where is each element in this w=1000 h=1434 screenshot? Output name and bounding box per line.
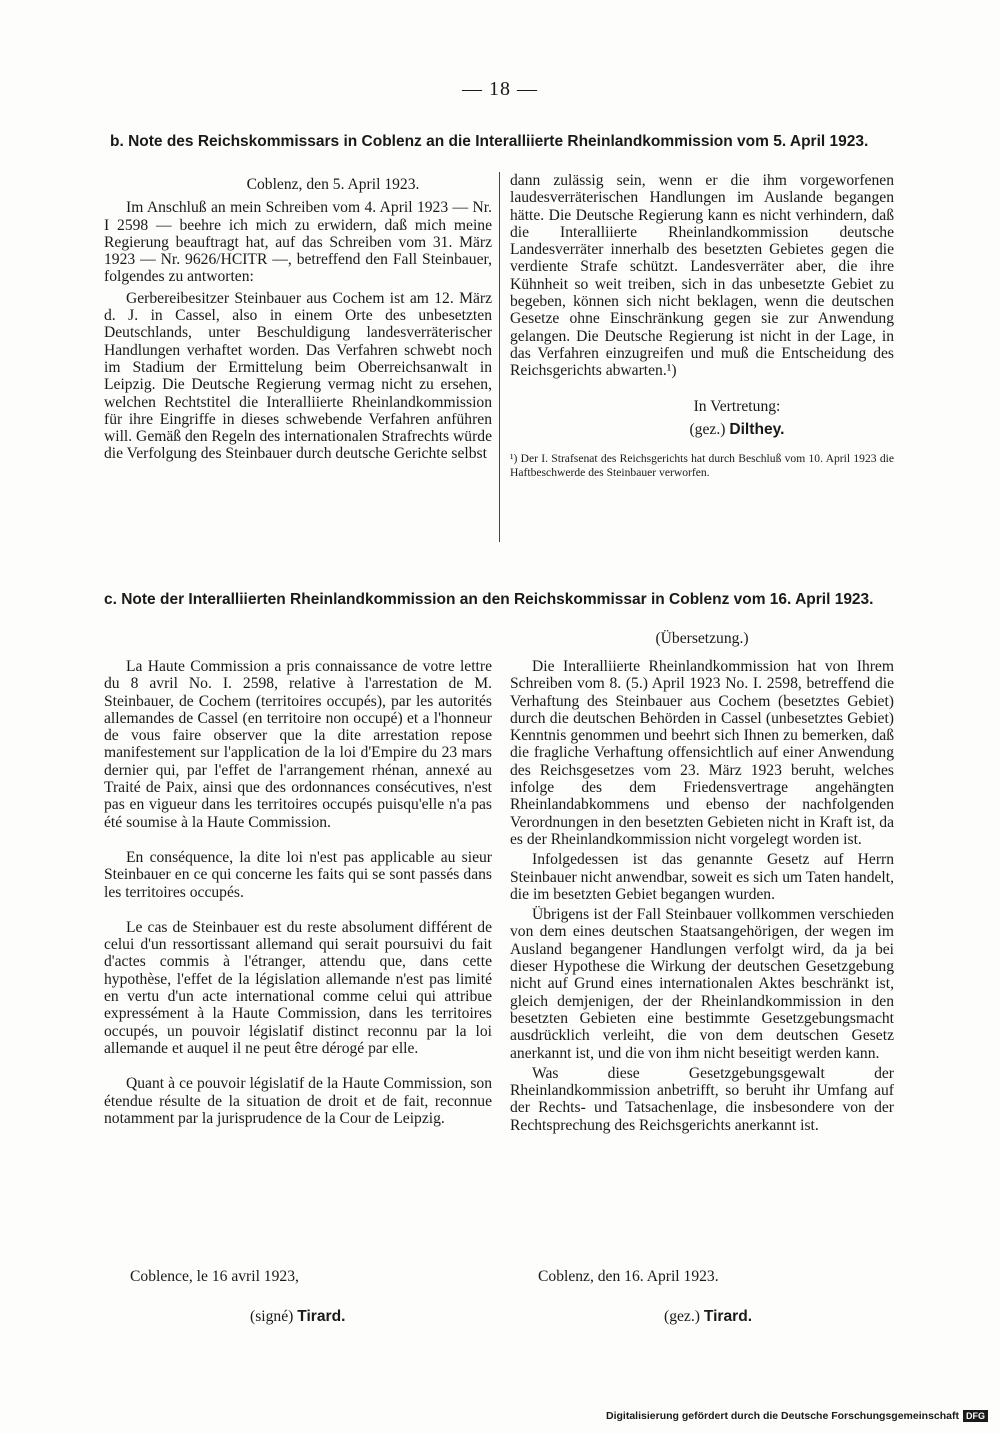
section-c-heading: c. Note der Interalliierten Rheinlandkommission an den Reichskommissar in Coblenz vom 16. April 1923. bbox=[104, 591, 874, 608]
column-divider bbox=[499, 172, 500, 542]
german-paragraph: Infolgedessen ist das genannte Gesetz auf Herrn Steinbauer nicht anwendbar, soweit es sich um Taten handelt, die im besetzten Gebiet begangen wurden. bbox=[510, 851, 894, 903]
french-paragraph: Quant à ce pouvoir législatif de la Haute Commission, son étendue résulte de la situation de droit et de fait, reconnue notamment par la jurisprudence de la Cour de Leipzig. bbox=[104, 1075, 492, 1127]
section-b-signature bbox=[510, 421, 894, 438]
footer-text: Digitalisierung gefördert durch die Deutsche Forschungsgemeinschaft bbox=[606, 1410, 959, 1422]
section-b-paragraph: Im Anschluß an mein Schreiben vom 4. April 1923 — Nr. I 2598 — beehre ich mich zu erwidern, daß mich meine Regierung beauftragt hat, auf das Schreiben vom 31. März 1923 — Nr. 9626/HCITR —, betreffend den Fall Steinbauer, folgendes zu antworten: bbox=[104, 199, 492, 286]
section-b-continuation: dann zulässig sein, wenn er die ihm vorgeworfenen laudesverräterischen Handlungen im Auslande begangen hätte. Die Deutsche Regierung kann es nicht verhindern, daß die Interalliierte Rheinlandkommission deutsche Landesverräter innerhalb des besetzten Gebietes gegen die verdiente Strafe schützt. Landesverräter aber, die ihre Kühnheit so weit treiben, sich in das unbesetzte Gebiet zu begeben, können sich nicht beklagen, wenn die deutschen Gesetze ohne Einschränkung gegen sie zur Anwendung gelangen. Die Deutsche Regierung ist nicht in der Lage, in das Verfahren einzugreifen und muß die Entscheidung des Reichsgerichts abwarten.¹) bbox=[510, 172, 894, 380]
german-column bbox=[510, 658, 894, 1134]
french-dateline: Coblence, le 16 avril 1923, bbox=[130, 1268, 299, 1285]
french-signature bbox=[250, 1308, 345, 1326]
french-paragraph: La Haute Commission a pris connaissance de votre lettre du 8 avril No. I. 2598, relative à l'arrestation de M. Steinbauer, de Cochem (territoires occupés), par les autorités allemandes de Cassel (en territoire non occupé) et a l'honneur de vous faire observer que la dite arrestation repose manifestement sur l'application de la loi d'Empire du 23 mars dernier qui, par l'effet de l'arrangement rhénan, annexé au Traité de Paix, ainsi que des ordonnances consécutives, n'est pas en vigueur dans les territoires occupés puisqu'elle n'a pas été soumise à la Haute Commission. bbox=[104, 658, 492, 831]
section-b-right-column bbox=[510, 172, 894, 480]
german-signature bbox=[664, 1308, 752, 1326]
french-paragraph: En conséquence, la dite loi n'est pas applicable au sieur Steinbauer en ce qui concerne les faits qui se sont passés dans les territoires occupés. bbox=[104, 848, 492, 901]
signature-prefix: (gez.) bbox=[664, 1308, 700, 1325]
section-b-heading: b. Note des Reichskommissars in Coblenz an die Interalliierte Rheinlandkommission vom 5. April 1923. bbox=[110, 133, 869, 150]
german-paragraph: Was diese Gesetzgebungsgewalt der Rheinlandkommission anbetrifft, so beruht ihr Umfang auf der Rechts- und Tatsachenlage, die insbesondere von der Rechtsprechung des Reichsgerichts anerkannt ist. bbox=[510, 1064, 894, 1134]
translation-label: (Übersetzung.) bbox=[655, 630, 749, 647]
signature-name: Dilthey. bbox=[729, 420, 785, 438]
german-paragraph: Die Interalliierte Rheinlandkommission hat von Ihrem Schreiben vom 8. (5.) April 1923 No. I. 2598, betreffend die Verhaftung des Steinbauer aus Cochem (besetztes Gebiet) durch die deutschen Behörden in Cassel (unbesetztes Gebiet) Kenntnis genommen und beehrt sich Ihnen zu bemerken, daß die fragliche Verhaftung offensichtlich auf einer Anwendung des Reichsgesetzes vom 23. März 1923 beruht, welches infolge des dem Friedensvertrage angehängten Rheinlandabkommens und ebenso der nachfolgenden Verordnungen in den besetzten Gebieten nicht in Kraft ist, da es der Rheinlandkommission nicht vorgelegt worden ist. bbox=[510, 658, 894, 848]
signature-name: Tirard. bbox=[703, 1308, 753, 1325]
section-b-closing: In Vertretung: bbox=[693, 397, 781, 415]
page-number: — 18 — bbox=[462, 78, 538, 100]
section-b-dateline: Coblenz, den 5. April 1923. bbox=[246, 176, 420, 193]
signature-prefix: (signé) bbox=[250, 1308, 294, 1325]
dfg-logo: DFG bbox=[963, 1410, 988, 1422]
signature-prefix: (gez.) bbox=[689, 420, 726, 438]
footnote: ¹) Der I. Strafsenat des Reichsgerichts hat durch Beschluß vom 10. April 1923 die Haftbeschwerde des Steinbauer verworfen. bbox=[510, 452, 894, 480]
section-b-left-column bbox=[104, 176, 492, 463]
french-paragraph: Le cas de Steinbauer est du reste absolument différent de celui d'un ressortissant allemand qui serait poursuivi du fait d'actes commis à l'étranger, attendu que, dans cette hypothèse, l'effet de la législation allemande n'est pas limité en vertu d'un acte international comme celui qui attribue expressément à la Haute Commission, dans les territoires occupés, un pouvoir législatif distinct reconnu par la loi allemande et auquel il ne peut être dérogé par elle. bbox=[104, 918, 492, 1057]
french-column bbox=[104, 658, 492, 1127]
german-dateline: Coblenz, den 16. April 1923. bbox=[538, 1268, 719, 1285]
german-paragraph: Übrigens ist der Fall Steinbauer vollkommen verschieden von dem eines deutschen Staatsangehörigen, der wegen im Ausland begangener Handlungen verfolgt wird, da ja bei dieser Hypothese die Wirkung der deutschen Gesetzgebung nicht auf Grund eines internationalen Aktes beschränkt ist, gleich demjenigen, der der Rheinlandkommission in den besetzten Gebieten eine bestimmte Gesetzgebungsmacht ausdrücklich verleiht, die von dem deutschen Gesetz anerkannt ist, und die von ihm nicht beseitigt werden kann. bbox=[510, 906, 894, 1062]
section-b-paragraph: Gerbereibesitzer Steinbauer aus Cochem ist am 12. März d. J. in Cassel, also in einem Orte des unbesetzten Deutschlands, unter Beschuldigung landesverräterischer Handlungen verhaftet worden. Das Verfahren schwebt noch im Stadium der Ermittelung beim Oberreichsanwalt in Leipzig. Die Deutsche Regierung vermag nicht zu ersehen, welchen Rechtstitel die Interalliierte Rheinlandkommission für ihre Eingriffe in dieses schwebende Verfahren anführen will. Gemäß den Regeln des internationalen Strafrechts würde die Verfolgung des Steinbauer durch deutsche Gerichte selbst bbox=[104, 289, 492, 463]
footer bbox=[606, 1410, 988, 1422]
signature-name: Tirard. bbox=[297, 1308, 346, 1325]
